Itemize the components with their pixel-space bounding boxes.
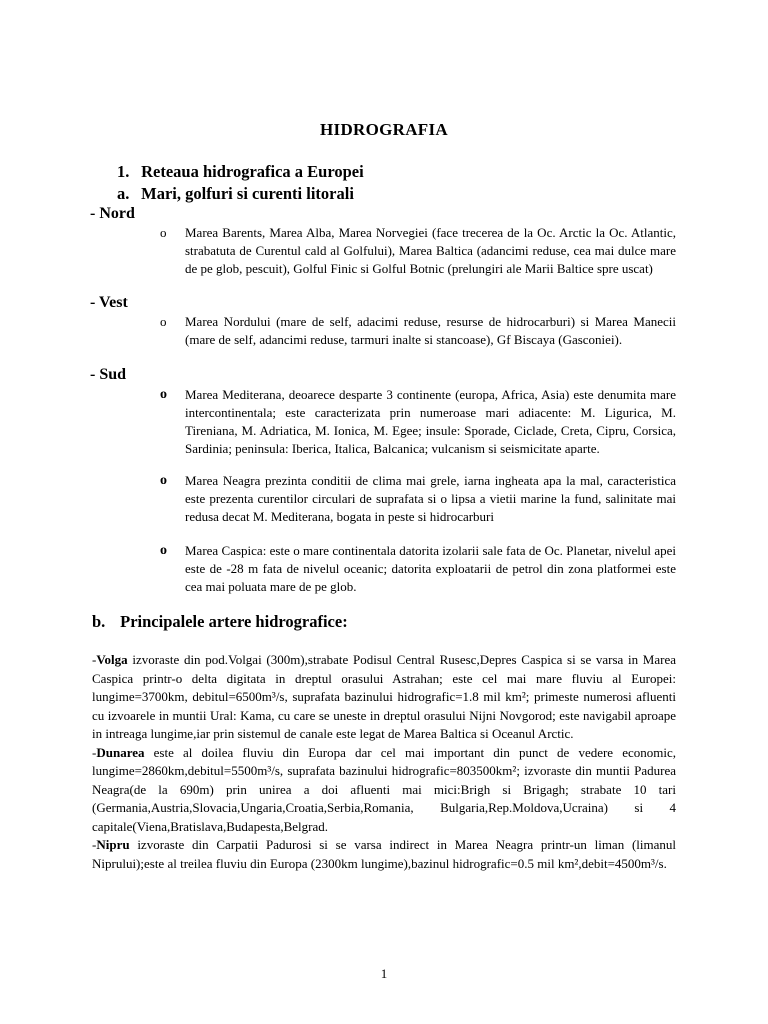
river-paragraph-dunarea xyxy=(92,744,676,837)
river-name: Volga xyxy=(96,652,128,667)
river-description: izvoraste din Carpatii Padurosi si se varsa indirect in Marea Neagra printr-un liman (limanul Niprului);este al treilea fluviu din Europa (2300km lungime),bazinul hidrografic=0.5 mil km²,debit=4500m³/s. xyxy=(92,837,676,871)
river-paragraph-volga xyxy=(92,651,676,744)
sud-item: Marea Caspica: este o mare continentala datorita izolarii sale fata de Oc. Planetar, nivelul apei este de -28 m fata de nivelul oceanic; datorita exploatarii de petrol din zona platformei este cea mai poluata mare de pe glob. xyxy=(185,543,676,594)
page-number: 1 xyxy=(380,966,388,981)
section-a-label: Mari, golfuri si curenti litorali xyxy=(141,184,354,203)
river-name: Dunarea xyxy=(96,744,145,760)
rivers-body xyxy=(92,651,676,873)
bullet-circle-icon: o xyxy=(160,225,167,240)
section-b-label: Principalele artere hidrografice: xyxy=(120,612,348,631)
bullet-bold-circle-icon: o xyxy=(160,387,167,402)
section-a-heading xyxy=(117,184,354,204)
section-1-number: 1. xyxy=(117,162,130,181)
sud-item: Marea Neagra prezinta conditii de clima mai grele, iarna ingheata apa la mal, caracteristica este prezenta curentilor circulari de suprafata si o lipsa a vietii marine la fund, salinitate mai redusa decat M. Mediterana, bogata in peste si hidrocarburi xyxy=(185,473,676,524)
river-description: este al doilea fluviu din Europa dar cel mai important din punct de vedere economic, lungime=2860km,debitul=5500m³/s, suprafata bazinului hidrografic=803500km²; izvoraste din muntii Padurea Neagra(de la 690m) prin unirea a doi afluenti mai mici:Brigh si Brigagh; strabate 10 tari (Germania,Austria,Slovacia,Ungaria,Croatia,Serbia,Romania, Bulgaria,Rep.Moldova,Ucraina) si 4 capitale(Viena,Bratislava,Budapesta,Belgrad. xyxy=(92,744,676,834)
river-paragraph-nipru xyxy=(92,836,676,873)
section-a-number: a. xyxy=(117,184,130,203)
region-sud-label: - Sud xyxy=(90,366,127,383)
bullet-circle-icon: o xyxy=(160,314,167,329)
region-nord-label: - Nord xyxy=(90,205,135,222)
sud-item: Marea Mediterana, deoarece desparte 3 continente (europa, Africa, Asia) este denumita mare intercontinentala; este caracterizata prin numeroase mari adiacente: M. Ligurica, M. Tireniana, M. Adriatica, M. Ionica, M. Egee; insule: Sporade, Ciclade, Creta, Cipru, Corsica, Sardinia; peninsula: Iberica, Italica, Balcanica; vulcanism si seismicitate aparte. xyxy=(185,387,676,456)
bullet-bold-circle-icon: o xyxy=(160,473,167,488)
region-vest-label: - Vest xyxy=(90,294,128,311)
section-b-number: b. xyxy=(92,612,106,631)
dash: - xyxy=(92,744,97,760)
dash: - xyxy=(92,652,97,667)
section-1-heading xyxy=(117,162,364,182)
bullet-bold-circle-icon: o xyxy=(160,543,167,558)
section-b-heading xyxy=(92,612,348,632)
river-name: Nipru xyxy=(96,837,130,852)
vest-item: Marea Nordului (mare de self, adacimi reduse, resurse de hidrocarburi) si Marea Manecii (mare de self, adancimi reduse, tarmuri inalte si stancoase), Gf Biscaya (Gasconiei). xyxy=(185,314,676,347)
dash: - xyxy=(92,837,97,852)
river-description: izvoraste din pod.Volgai (300m),strabate Podisul Central Rusesc,Depres Caspica si se varsa in Marea Caspica printr-o delta digitata in dreptul orasului Astrahan; este cel mai mare fluviu al Europei: lungime=3700km, debitul=6500m³/s, suprafata bazinului hidrografic=1.8 mil km²; primeste numerosi afluenti cu izvoarele in muntii Ural: Kama, cu care se uneste in dreptul orasului Nijni Novgorod; este navigabil aproape in intreaga lungime,iar prin sistemul de canale este legat de Marea Baltica si Oceanul Arctic. xyxy=(92,652,676,741)
nord-item: Marea Barents, Marea Alba, Marea Norvegiei (face trecerea de la Oc. Arctic la Oc. Atlantic, strabatuta de Curentul cald al Golfului), Marea Baltica (adancimi reduse, cea mai dulce mare de pe glob, pescuit), Golful Finic si Golful Botnic (prelungiri ale Marii Baltice spre uscat) xyxy=(185,225,676,276)
section-1-label: Reteaua hidrografica a Europei xyxy=(141,162,364,181)
page-title: HIDROGRAFIA xyxy=(320,120,448,139)
